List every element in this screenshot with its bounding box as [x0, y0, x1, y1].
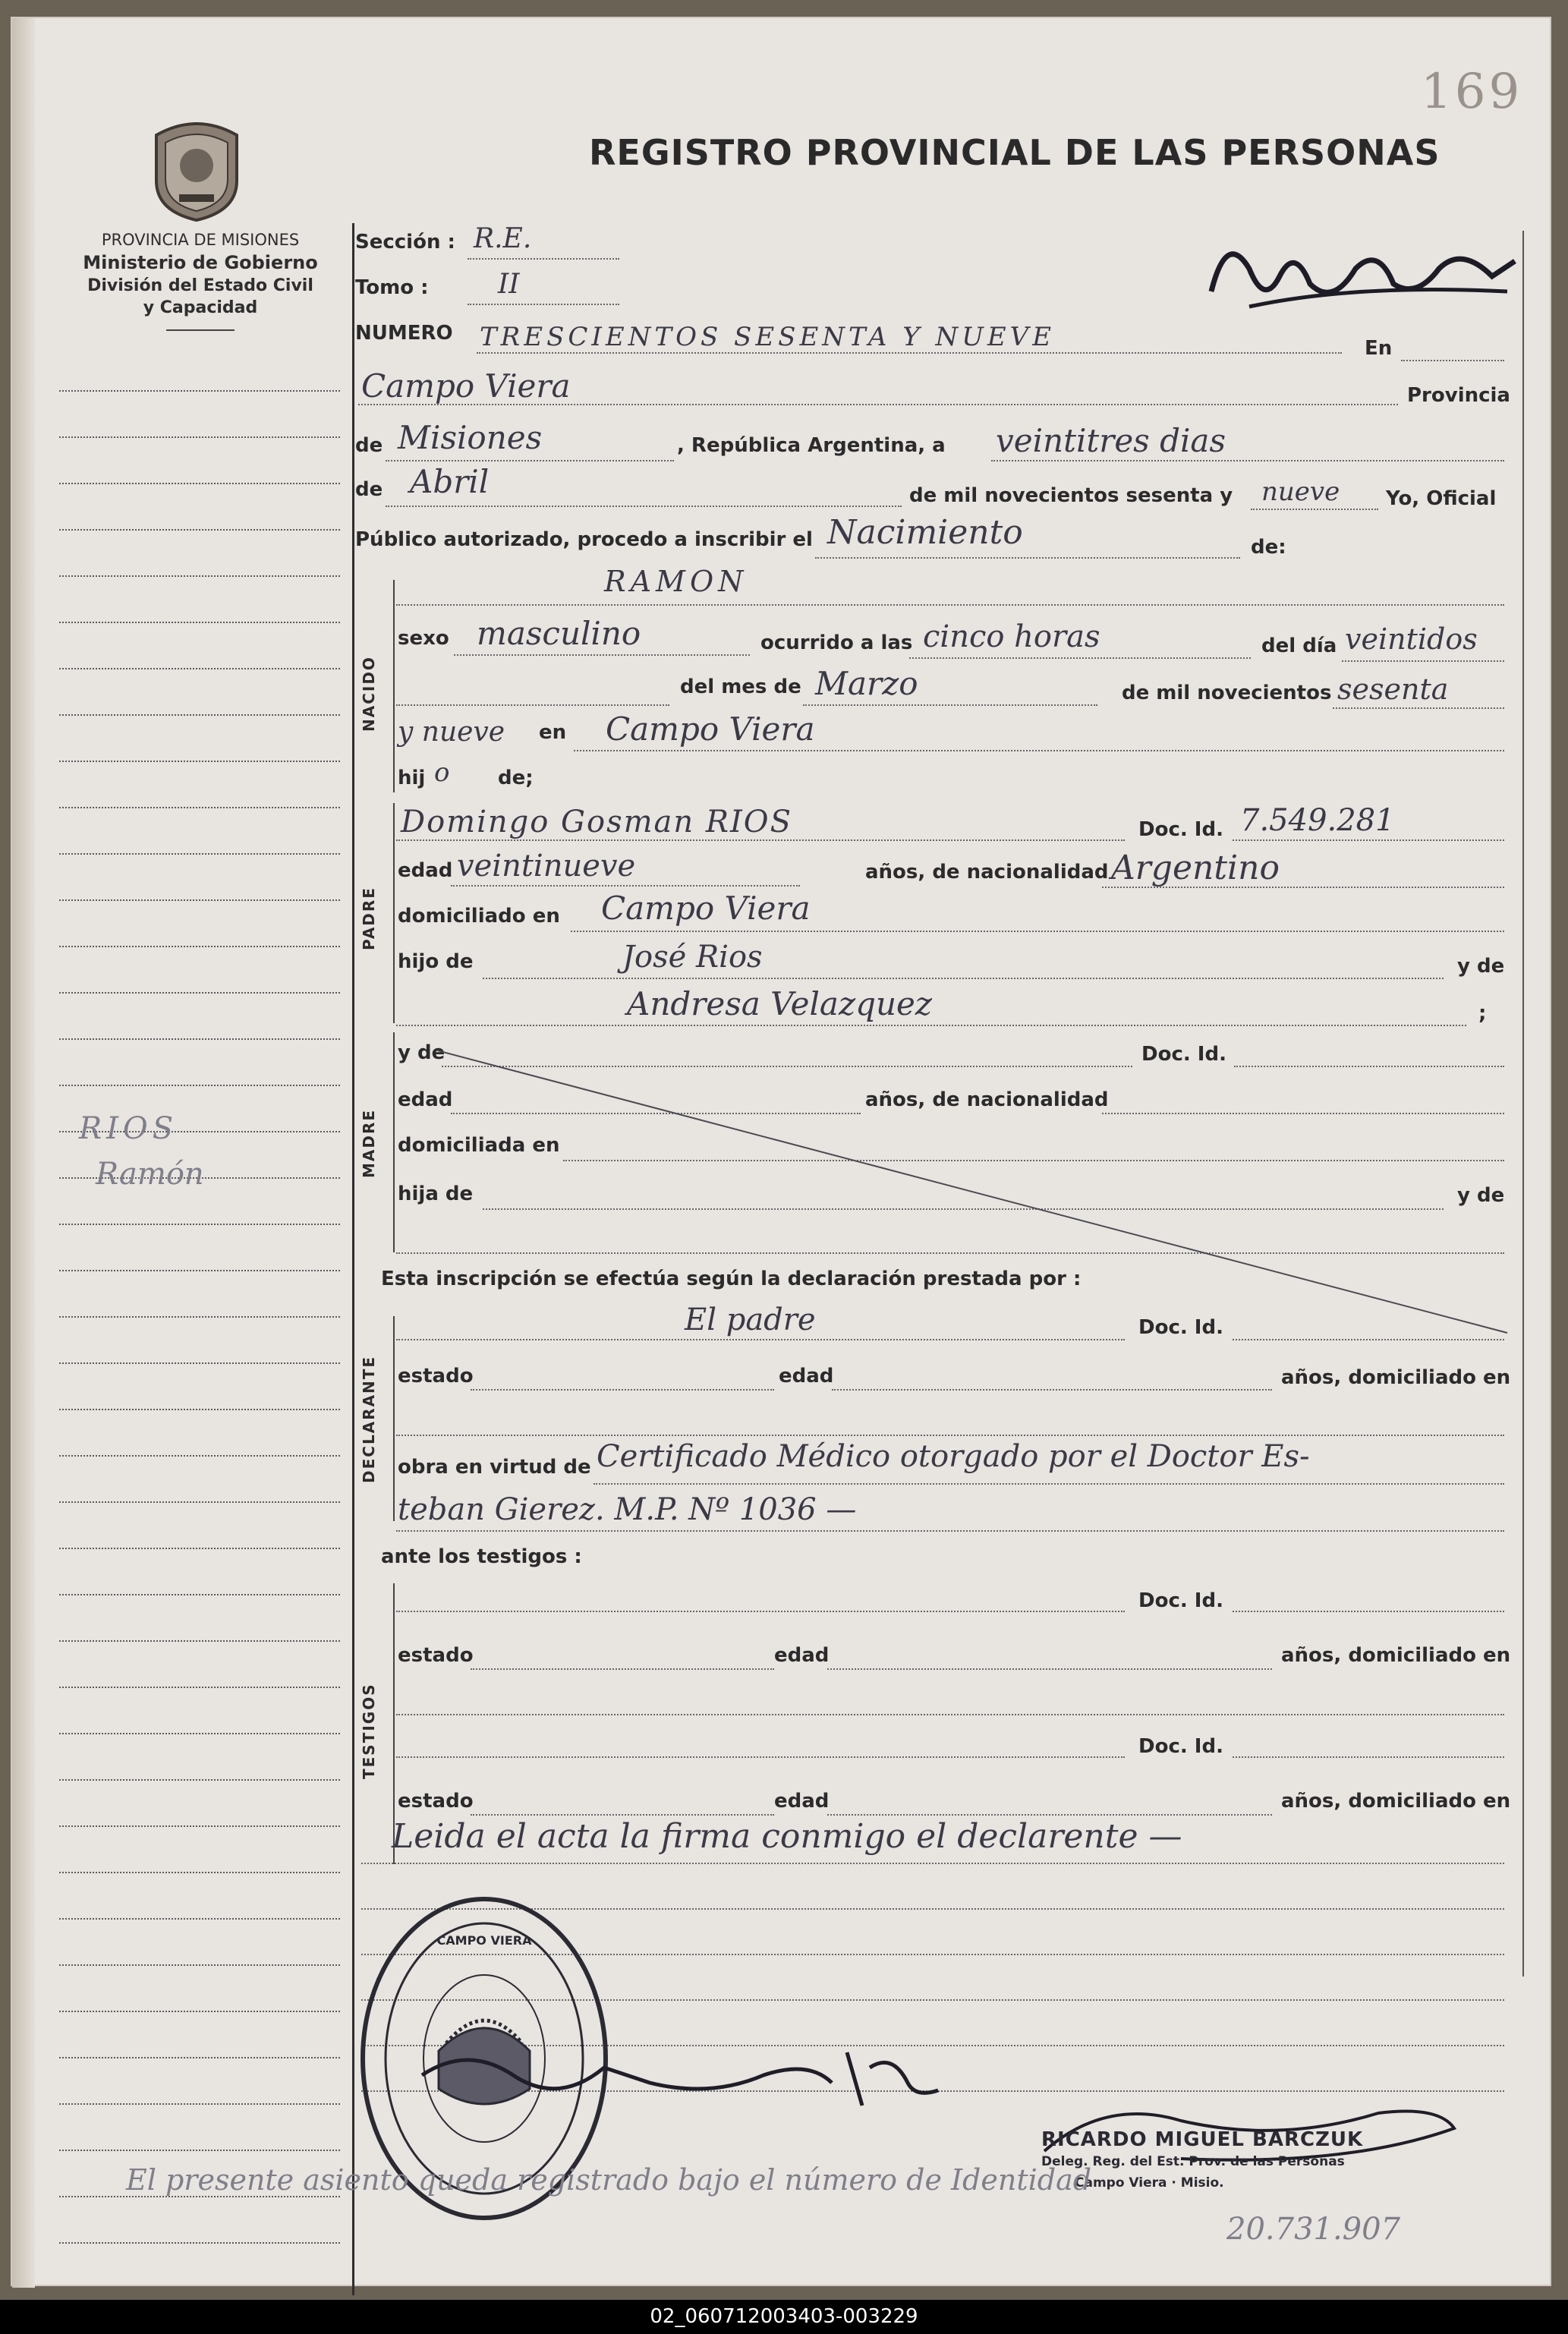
- declarante-section-label: DECLARANTE: [360, 1355, 378, 1483]
- division-name: División del Estado Civil: [87, 276, 313, 295]
- sexo-line: [454, 654, 750, 656]
- mes-line: [386, 506, 902, 507]
- margin-rule: [59, 668, 340, 669]
- declarante-bracket: [393, 1316, 395, 1521]
- testigo1-doc-label: Doc. Id.: [1138, 1589, 1223, 1612]
- margin-rule: [59, 899, 340, 901]
- padre-edad-line: [451, 885, 800, 887]
- margin-rule: [59, 1594, 340, 1595]
- obra-label: obra en virtud de: [398, 1456, 591, 1479]
- padre-bracket: [393, 803, 395, 1023]
- obra-line-2-value: teban Gierez. M.P. Nº 1036 —: [398, 1492, 857, 1527]
- en-label: En: [1365, 337, 1393, 360]
- madre-dom-label: domiciliada en: [398, 1134, 560, 1157]
- dia-line: [1342, 660, 1504, 662]
- madre-section-label: MADRE: [360, 1108, 378, 1178]
- margin-rule: [59, 1872, 340, 1873]
- margin-surname: RIOS: [79, 1111, 178, 1146]
- madre-edad-label: edad: [398, 1088, 453, 1111]
- hij-suffix-value: o: [434, 758, 450, 788]
- publico-label: Público autorizado, procedo a inscribir el: [355, 528, 813, 551]
- column-divider: [352, 223, 354, 2295]
- padre-edad-value: veintinueve: [457, 849, 636, 884]
- seal-top-text: CAMPO VIERA: [436, 1933, 532, 1948]
- provincia-line: [386, 460, 674, 461]
- padre-dom-value: Campo Viera: [601, 890, 811, 927]
- lugar-value: Campo Viera: [361, 367, 571, 405]
- margin-rule: [59, 575, 340, 577]
- testigo2-anos-label: años, domiciliado en: [1281, 1790, 1511, 1813]
- page-number: 169: [1421, 64, 1523, 120]
- padre-nac-label: años, de nacionalidad: [865, 861, 1109, 884]
- right-border: [1522, 231, 1524, 1976]
- margin-rule: [59, 761, 340, 762]
- mil-novecientos-label: de mil novecientos sesenta y: [909, 484, 1233, 507]
- testigo1-estado-line: [471, 1668, 774, 1670]
- margin-rule: [59, 483, 340, 484]
- margin-rule: [59, 1918, 340, 1920]
- republica-label: , República Argentina, a: [677, 434, 946, 457]
- document-title: REGISTRO PROVINCIAL DE LAS PERSONAS: [589, 132, 1440, 173]
- numero-line: [477, 352, 1342, 354]
- margin-rule: [59, 1687, 340, 1688]
- official-place: Campo Viera · Misio.: [1075, 2175, 1224, 2191]
- declarante-anos-label: años, domiciliado en: [1281, 1366, 1511, 1389]
- padre-section-label: PADRE: [360, 887, 378, 950]
- dia-nac-value: veintidos: [1345, 622, 1478, 656]
- abuelo-value: José Rios: [622, 940, 763, 975]
- abuela-value: Andresa Velazquez: [627, 985, 932, 1022]
- margin-rule: [59, 390, 340, 392]
- tomo-label: Tomo :: [355, 276, 429, 299]
- y-de-label: y de: [1457, 955, 1505, 978]
- yo-oficial-label: Yo, Oficial: [1386, 487, 1497, 510]
- blank-line: [396, 704, 669, 706]
- obra-line-2: [396, 1530, 1504, 1532]
- margin-rule: [59, 1362, 340, 1364]
- de2-label: de: [355, 478, 383, 501]
- padre-dom-label: domiciliado en: [398, 905, 560, 928]
- padre-doc-label: Doc. Id.: [1138, 818, 1223, 841]
- testigo1-edad-line: [827, 1668, 1272, 1670]
- testigo1-line: [396, 1611, 1125, 1612]
- margin-rule: [59, 2103, 340, 2105]
- anio-nac-1-value: sesenta: [1337, 672, 1449, 706]
- margin-rule: [59, 946, 340, 947]
- testigo2-estado-label: estado: [398, 1790, 474, 1813]
- obra-line-1-value: Certificado Médico otorgado por el Doctor Es-: [597, 1439, 1310, 1474]
- nacido-bracket: [393, 580, 395, 792]
- hija-de-label: hija de: [398, 1183, 474, 1205]
- madre-y-de-label: y de: [398, 1041, 446, 1064]
- anio-value: nueve: [1261, 477, 1340, 507]
- padre-nombre-line: [396, 839, 1125, 841]
- obra-line-1: [594, 1483, 1504, 1485]
- official-title: Deleg. Reg. del Est. Prov. de las Personas: [1041, 2154, 1345, 2169]
- anio-line: [1251, 509, 1378, 510]
- margin-rule: [59, 1501, 340, 1503]
- madre-y-de2-label: y de: [1457, 1184, 1505, 1207]
- testigo2-doc-label: Doc. Id.: [1138, 1735, 1223, 1758]
- identity-number: 20.731.907: [1226, 2212, 1401, 2247]
- madre-doc-label: Doc. Id.: [1141, 1043, 1226, 1066]
- madre-nac-label: años, de nacionalidad: [865, 1088, 1109, 1111]
- margin-rule: [59, 529, 340, 531]
- margin-rule: [59, 2011, 340, 2012]
- margin-rule: [59, 436, 340, 438]
- testigo1-dom-line: [396, 1714, 1504, 1715]
- margin-rule: [59, 1779, 340, 1781]
- lugar-line: [358, 404, 1398, 405]
- madre-bracket: [393, 1032, 395, 1252]
- seccion-value: R.E.: [474, 223, 532, 254]
- fecha-dia-value: veintitres dias: [996, 422, 1226, 459]
- margin-rule: [59, 1085, 340, 1086]
- declarante-edad-line: [832, 1389, 1272, 1391]
- testigo2-edad-line: [827, 1814, 1272, 1816]
- ministry-name: Ministerio de Gobierno: [83, 252, 318, 273]
- lugar-nac-value: Campo Viera: [606, 710, 815, 748]
- official-name: RICARDO MIGUEL BARCZUK: [1041, 2128, 1364, 2151]
- testigo1-anos-label: años, domiciliado en: [1281, 1644, 1511, 1667]
- declarante-dom-line: [396, 1435, 1504, 1436]
- hij-label: hij: [398, 767, 426, 789]
- margin-rule: [59, 1038, 340, 1040]
- margin-rule: [59, 1548, 340, 1549]
- hora-value: cinco horas: [923, 619, 1100, 654]
- en2-label: en: [539, 721, 567, 744]
- nombre-line: [396, 604, 1504, 606]
- mes-nac-line: [803, 704, 1097, 706]
- declarante-doc-line: [1233, 1339, 1504, 1340]
- cierre-value: Leida el acta la firma conmigo el declarente —: [392, 1817, 1182, 1856]
- de-colon-label: de:: [1251, 536, 1286, 559]
- ocurrido-label: ocurrido a las: [760, 632, 913, 654]
- margin-rule: [59, 1964, 340, 1966]
- testigo1-doc-line: [1233, 1611, 1504, 1612]
- margin-rule: [59, 2242, 340, 2244]
- declarante-doc-label: Doc. Id.: [1138, 1316, 1223, 1339]
- margin-rule: [59, 1455, 340, 1457]
- provincia-label: Provincia: [1407, 384, 1510, 407]
- binding-edge: [12, 18, 35, 2288]
- declarante-value: El padre: [685, 1302, 816, 1337]
- semicolon: ;: [1478, 1002, 1487, 1025]
- division-name-2: y Capacidad: [143, 298, 258, 317]
- margin-rule: [59, 2057, 340, 2058]
- margin-rule: [59, 714, 340, 716]
- del-mes-label: del mes de: [680, 676, 801, 698]
- ante-testigos-label: ante los testigos :: [381, 1545, 582, 1568]
- hora-line: [909, 657, 1251, 659]
- nombre-value: RAMON: [604, 565, 748, 598]
- declarante-estado-label: estado: [398, 1365, 474, 1387]
- esta-inscripcion-label: Esta inscripción se efectúa según la declaración prestada por :: [381, 1268, 1082, 1290]
- cierre-line: [361, 1863, 1504, 1864]
- margin-rule: [59, 807, 340, 808]
- declarante-estado-line: [471, 1389, 774, 1391]
- margin-rule: [59, 1640, 340, 1642]
- acto-value: Nacimiento: [827, 513, 1023, 552]
- tomo-value: II: [498, 269, 520, 300]
- margin-rule: [59, 1825, 340, 1827]
- declarant-signature: [407, 2022, 984, 2124]
- declarante-edad-label: edad: [779, 1365, 834, 1387]
- margin-name: Ramón: [96, 1157, 204, 1192]
- margin-rule: [59, 1733, 340, 1734]
- margin-rule: [59, 2150, 340, 2151]
- de-label: de: [355, 434, 383, 457]
- margin-rule: [59, 622, 340, 623]
- tomo-line: [468, 304, 619, 305]
- image-id-footer: 02_060712003403-003229: [0, 2300, 1568, 2334]
- padre-doc-line: [1233, 839, 1504, 841]
- seccion-line: [468, 258, 619, 260]
- signature-top-right: [1204, 223, 1522, 332]
- padre-edad-label: edad: [398, 859, 453, 882]
- margin-rule: [59, 992, 340, 994]
- hijo-de-label: hijo de: [398, 950, 474, 973]
- testigo2-edad-label: edad: [774, 1790, 830, 1813]
- padre-nombre-value: Domingo Gosman RIOS: [401, 805, 792, 839]
- margin-rule: [59, 1224, 340, 1225]
- testigo1-estado-label: estado: [398, 1644, 474, 1667]
- sexo-value: masculino: [477, 615, 641, 652]
- mil-novecientos-2-label: de mil novecientos: [1122, 682, 1332, 704]
- mes-nac-value: Marzo: [815, 665, 918, 702]
- del-dia-label: del día: [1261, 635, 1337, 657]
- padre-dom-line: [571, 931, 1504, 932]
- testigo2-doc-line: [1233, 1756, 1504, 1758]
- numero-label: NUMERO: [355, 322, 453, 345]
- nacido-section-label: NACIDO: [360, 656, 378, 732]
- fecha-mes-value: Abril: [410, 463, 490, 500]
- issuing-authority: [56, 231, 345, 331]
- testigos-section-label: TESTIGOS: [360, 1683, 378, 1779]
- padre-doc-value: 7.549.281: [1240, 803, 1395, 838]
- testigo1-edad-label: edad: [774, 1644, 830, 1667]
- testigo2-line: [396, 1756, 1125, 1758]
- abuela-line: [396, 1025, 1466, 1026]
- margin-rule: [59, 853, 340, 855]
- divider: [166, 329, 235, 331]
- abuelo-line: [483, 978, 1444, 979]
- en-line: [1401, 360, 1504, 361]
- sexo-label: sexo: [398, 627, 449, 650]
- testigo2-estado-line: [471, 1814, 774, 1816]
- cross-out-line: [437, 1050, 1515, 1339]
- numero-value: TRESCIENTOS SESENTA Y NUEVE: [480, 322, 1056, 352]
- padre-nac-value: Argentino: [1111, 849, 1280, 887]
- declarante-line: [396, 1339, 1125, 1340]
- margin-rule: [59, 1270, 340, 1271]
- de-semi-label: de;: [498, 767, 534, 789]
- lugar-nac-line: [574, 750, 1504, 751]
- acto-line: [815, 557, 1240, 559]
- footnote: El presente asiento queda registrado bajo el número de Identidad: [126, 2163, 1092, 2197]
- anio-nac-line: [1333, 707, 1504, 709]
- fecha-line: [991, 460, 1504, 461]
- seccion-label: Sección :: [355, 231, 455, 254]
- register-page: [11, 17, 1551, 2286]
- provincia-value: Misiones: [398, 419, 543, 456]
- coat-of-arms-icon: [149, 112, 244, 222]
- province-name: PROVINCIA DE MISIONES: [101, 231, 300, 249]
- margin-rule: [59, 1409, 340, 1410]
- margin-rule: [59, 1316, 340, 1318]
- anio-nac-2-value: y nueve: [398, 717, 505, 748]
